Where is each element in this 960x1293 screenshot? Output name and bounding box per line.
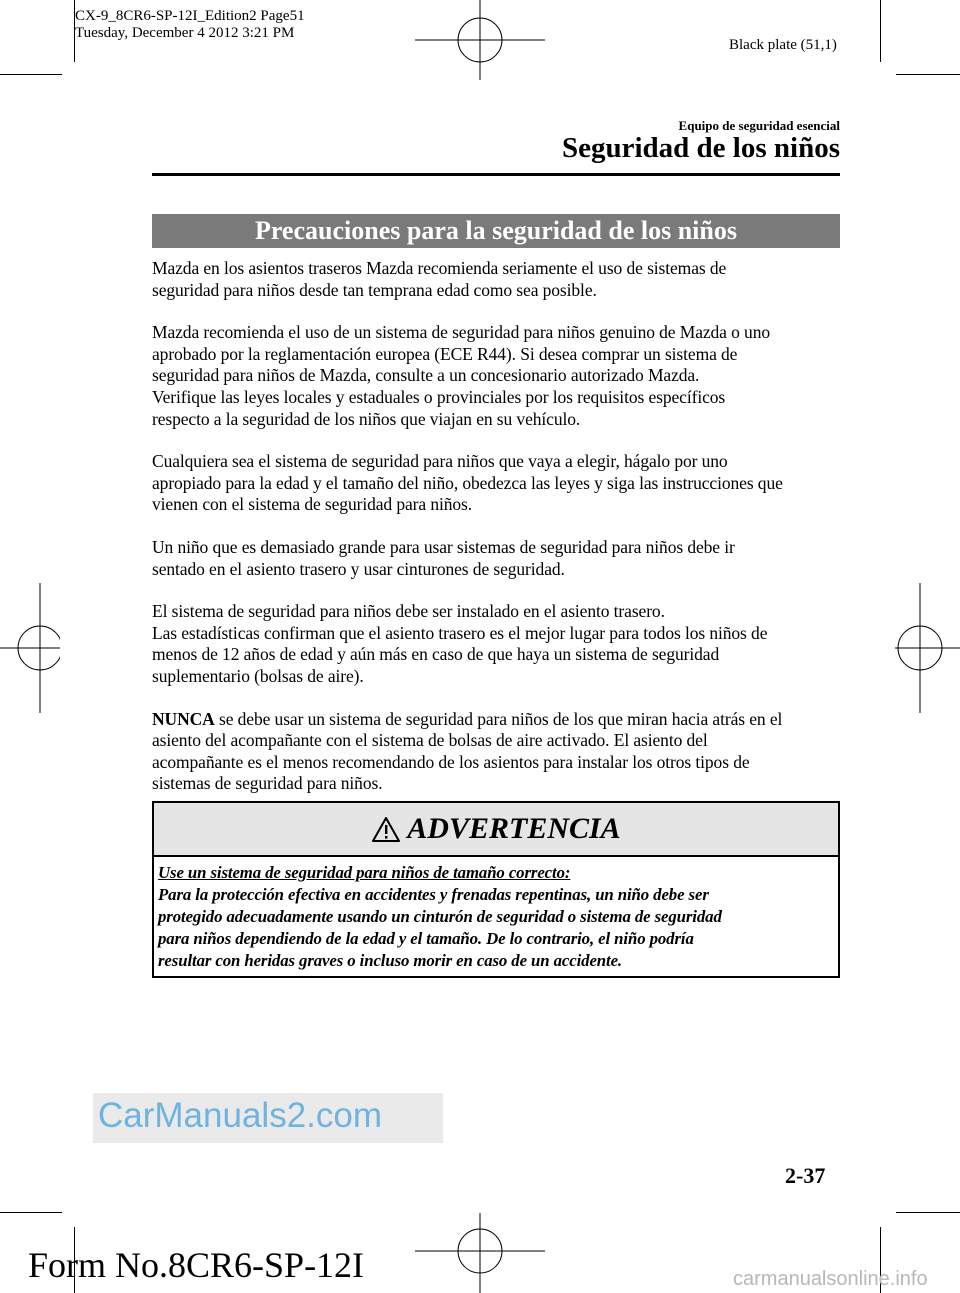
warning-title: ADVERTENCIA: [407, 812, 621, 845]
text-line: se debe usar un sistema de seguridad para niños de los que miran hacia atrás en el: [214, 708, 783, 729]
text-line: El sistema de seguridad para niños debe ser instalado en el asiento trasero.: [152, 601, 665, 622]
warning-triangle-icon: [371, 816, 401, 843]
paragraph-1: [152, 258, 852, 301]
text-line: suplementario (bolsas de aire).: [152, 665, 364, 686]
text-line: seguridad para niños desde tan temprana edad como sea posible.: [152, 279, 597, 300]
form-number: Form No.8CR6-SP-12I: [28, 1245, 365, 1285]
text-line: apropiado para la edad y el tamaño del niño, obedezca las leyes y siga las instrucciones que: [152, 472, 783, 493]
crop-mark: [74, 0, 75, 62]
registration-mark-left: [0, 583, 60, 713]
paragraph-5: [152, 601, 852, 687]
warning-header: [154, 803, 838, 857]
text-line: Un niño que es demasiado grande para usar sistemas de seguridad para niños debe ir: [152, 536, 735, 557]
plate-info: Black plate (51,1): [729, 37, 837, 53]
paragraph-nunca: [152, 709, 852, 795]
footer-watermark: carmanualsonline.info: [733, 1268, 928, 1290]
text-line: Verifique las leyes locales y estaduales o provinciales por los requisitos específicos: [152, 386, 726, 407]
text-line: Mazda en los asientos traseros Mazda recomienda seriamente el uso de sistemas de: [152, 258, 727, 278]
header-rule: [152, 173, 840, 176]
text-line: menos de 12 años de edad y aún más en caso de que haya un sistema de seguridad: [152, 644, 720, 665]
text-line: acompañante es el menos recomendando de los asientos para instalar los otros tipos de: [152, 751, 750, 772]
text-line: asiento del acompañante con el sistema de bolsas de aire activado. El asiento del: [152, 730, 708, 751]
text-line: Cualquiera sea el sistema de seguridad para niños que vaya a elegir, hágalo por uno: [152, 451, 728, 472]
text-line: para niños dependiendo de la edad y el tamaño. De lo contrario, el niño podría: [158, 929, 694, 948]
paragraph-3: [152, 451, 852, 516]
paragraph-4: [152, 537, 852, 580]
text-line: sistemas de seguridad para niños.: [152, 773, 383, 794]
registration-mark-top: [415, 0, 545, 80]
crop-mark: [896, 1212, 960, 1213]
text-line: sentado en el asiento trasero y usar cinturones de seguridad.: [152, 558, 565, 579]
text-line: Las estadísticas confirman que el asiento trasero es el mejor lugar para todos los niños de: [152, 622, 768, 643]
text-line: vienen con el sistema de seguridad para niños.: [152, 494, 473, 515]
text-line: resultar con heridas graves o incluso morir en caso de un accidente.: [158, 951, 623, 970]
registration-mark-right: [895, 583, 960, 713]
paragraph-2: [152, 322, 852, 430]
crop-mark: [0, 74, 62, 75]
warning-heading: Use un sistema de seguridad para niños de tamaño correcto:: [158, 863, 571, 882]
watermark-logo: CarManuals2.com: [98, 1096, 382, 1135]
text-line: Mazda recomienda el uso de un sistema de seguridad para niños genuino de Mazda o uno: [152, 322, 771, 343]
warning-body: [154, 857, 838, 980]
nunca-keyword: NUNCA: [152, 708, 215, 729]
text-line: respecto a la seguridad de los niños que viajan en su vehículo.: [152, 408, 581, 429]
crop-mark: [0, 1212, 62, 1213]
page-number: 2-37: [785, 1163, 826, 1188]
crop-mark: [896, 74, 960, 75]
file-info: CX-9_8CR6-SP-12I_Edition2 Page51: [75, 8, 305, 24]
section-banner: Precauciones para la seguridad de los niños: [152, 214, 840, 248]
date-info: Tuesday, December 4 2012 3:21 PM: [75, 25, 295, 41]
body-text: [152, 258, 852, 816]
crop-mark: [880, 0, 881, 62]
text-line: Para la protección efectiva en accidentes y frenadas repentinas, un niño debe ser: [158, 885, 709, 904]
text-line: seguridad para niños de Mazda, consulte a un concesionario autorizado Mazda.: [152, 365, 700, 386]
page-title: Seguridad de los niños: [561, 132, 840, 164]
registration-mark-bottom: [415, 1213, 545, 1293]
warning-box: [152, 801, 840, 978]
section-label: Equipo de seguridad esencial: [678, 118, 840, 133]
text-line: protegido adecuadamente usando un cinturón de seguridad o sistema de seguridad: [158, 907, 722, 926]
text-line: aprobado por la reglamentación europea (ECE R44). Si desea comprar un sistema de: [152, 343, 738, 364]
